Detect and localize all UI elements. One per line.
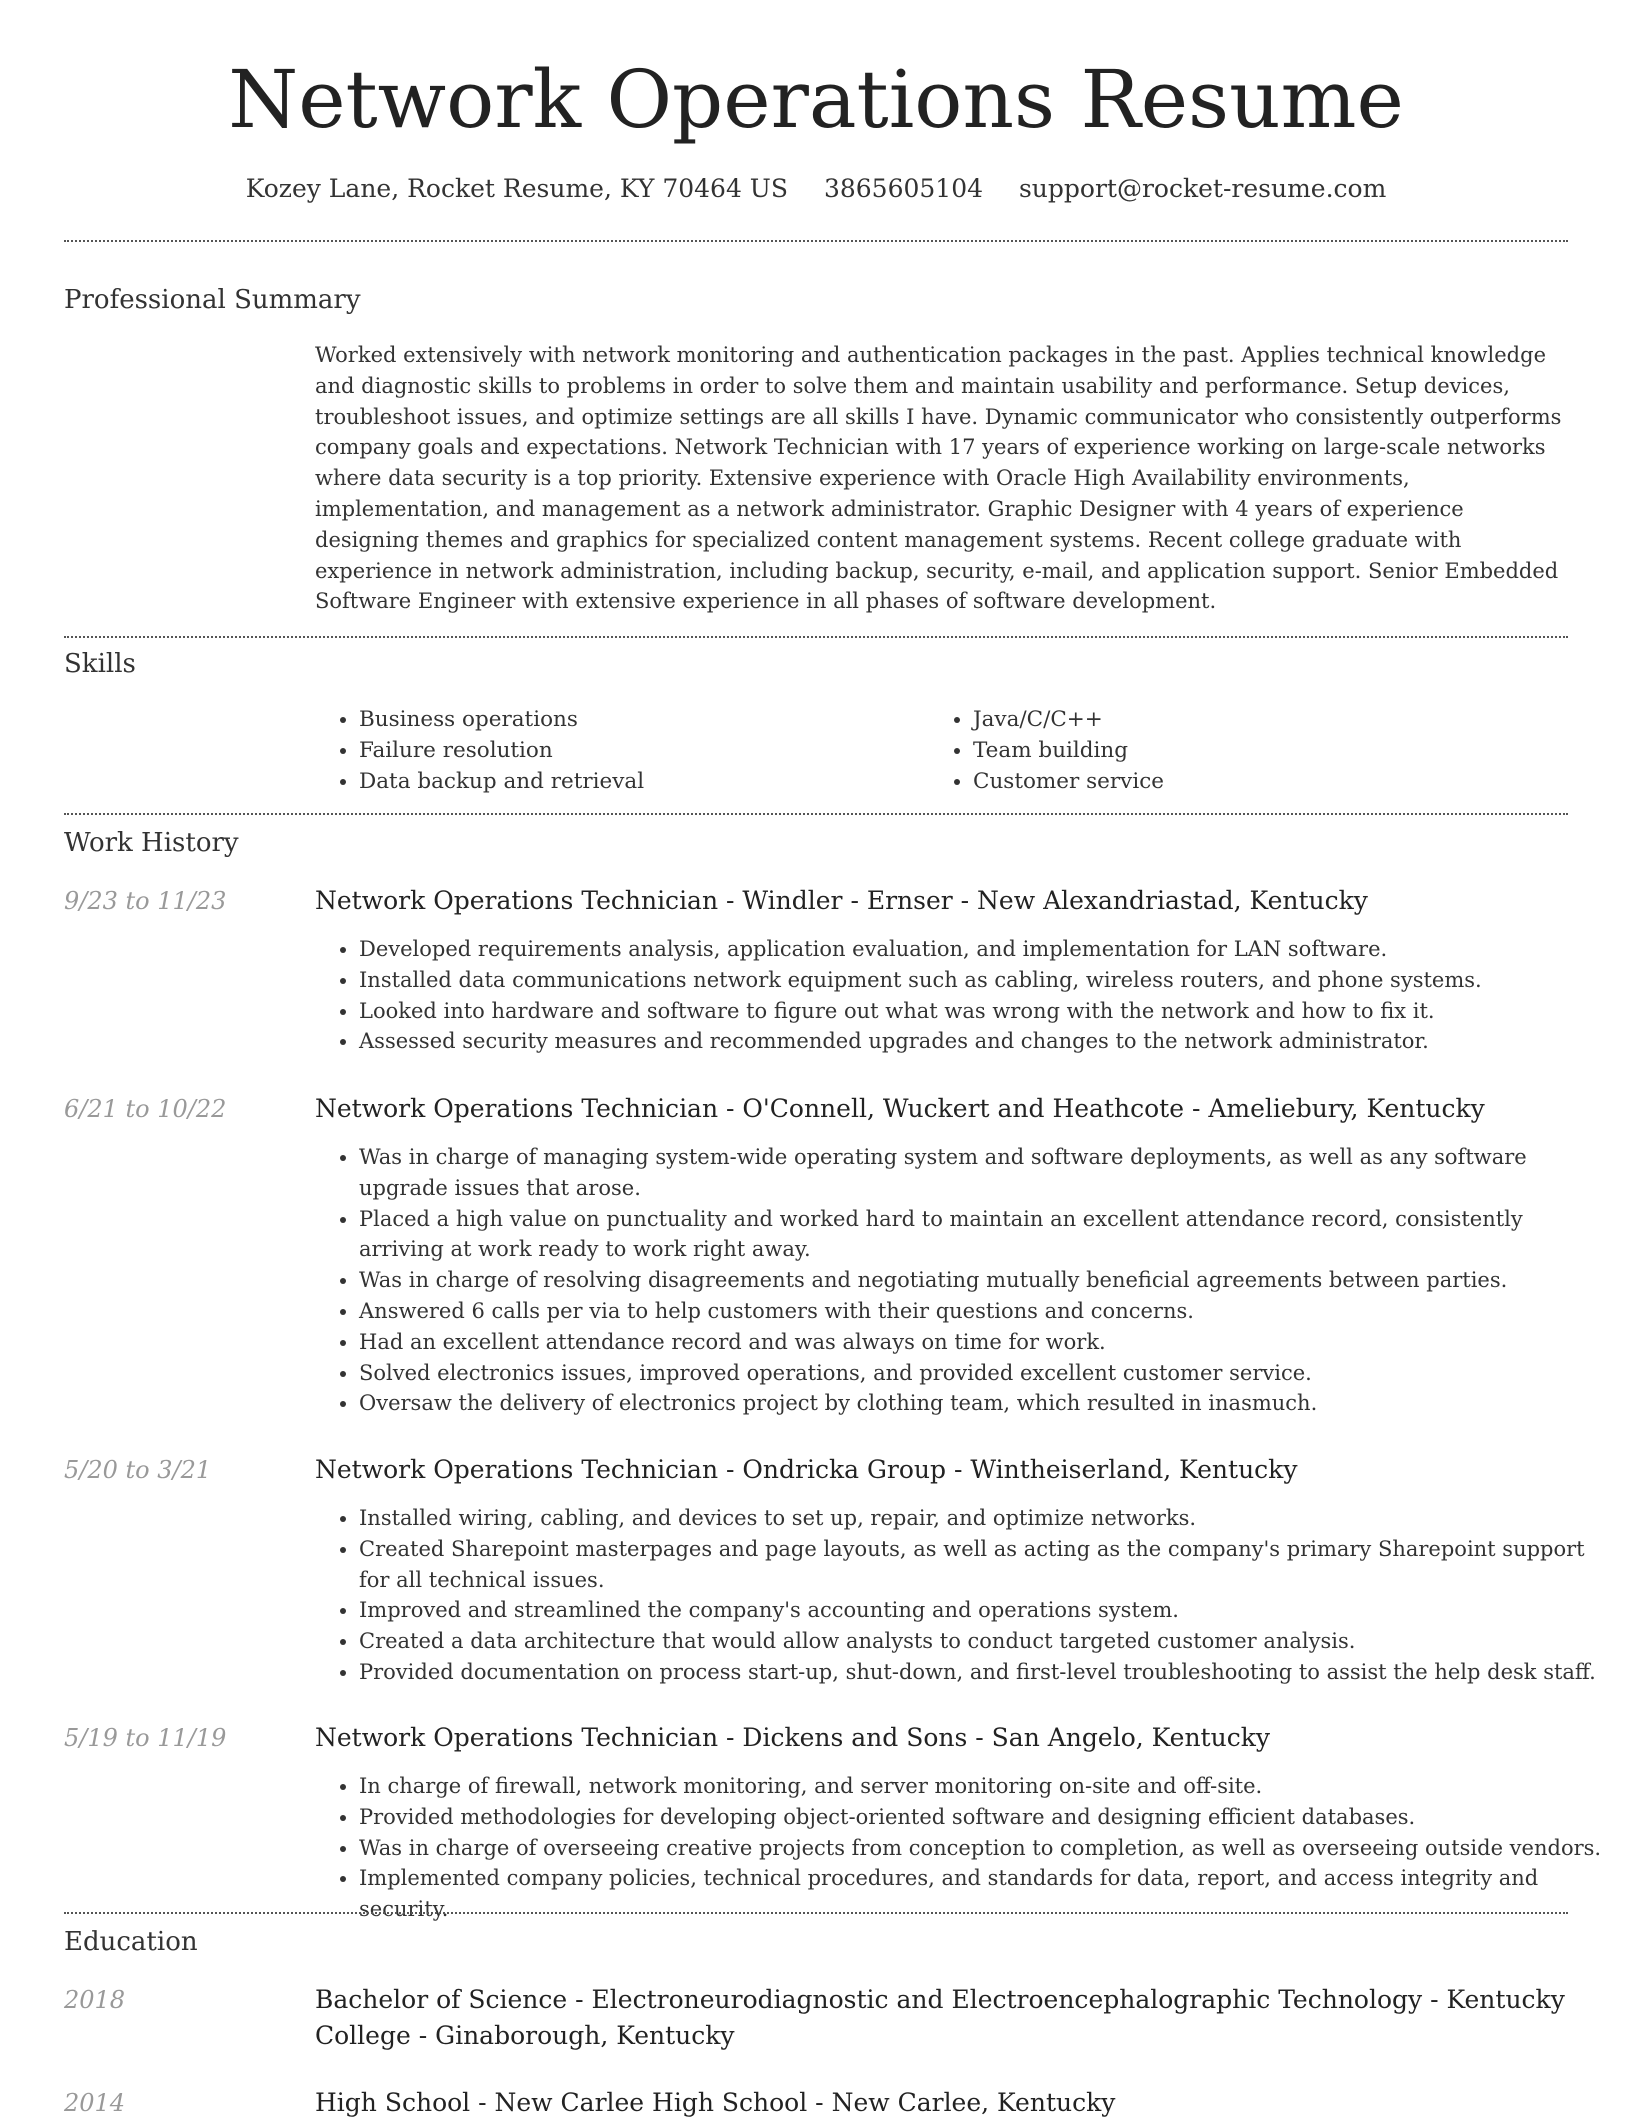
- resume-title: Network Operations Resume: [228, 53, 1404, 146]
- section-divider: [64, 240, 1568, 242]
- education-heading: Education: [64, 1927, 198, 1957]
- job-title: Network Operations Technician - Dickens and Sons - San Angelo, Kentucky: [315, 1723, 1270, 1752]
- job-bullets: [315, 1771, 1612, 1925]
- skills-heading: Skills: [64, 649, 136, 679]
- job-bullet: • Had an excellent attendance record and was always on time for work.: [359, 1327, 1612, 1358]
- job-bullet: • Was in charge of managing system-wide operating system and software deployments, as well as any software upgrade issues that arose.: [359, 1142, 1612, 1204]
- job-bullet: • Created Sharepoint masterpages and page layouts, as well as acting as the company's primary Sharepoint support for all technical issues.: [359, 1534, 1612, 1596]
- job-bullet: • Developed requirements analysis, application evaluation, and implementation for LAN software.: [359, 934, 1612, 965]
- education-year: 2014: [64, 2089, 126, 2117]
- job-bullets: [315, 1142, 1612, 1419]
- job-bullet: • Was in charge of resolving disagreements and negotiating mutually beneficial agreements between parties.: [359, 1265, 1612, 1296]
- education-title: Bachelor of Science - Electroneurodiagnostic and Electroencephalographic Technology - Kentucky College - Ginaborough, Kentucky: [315, 1985, 1565, 2050]
- job-bullet: • Assessed security measures and recommended upgrades and changes to the network administrator.: [359, 1026, 1612, 1057]
- contact-line: [0, 170, 1632, 208]
- job-bullet: • In charge of firewall, network monitoring, and server monitoring on-site and off-site.: [359, 1771, 1612, 1802]
- job-bullet: • Oversaw the delivery of electronics project by clothing team, which resulted in inasmuch.: [359, 1388, 1612, 1419]
- summary-text: Worked extensively with network monitoring and authentication packages in the past. Applies technical knowledge and diagnostic skills to problems in order to solve them and maintain usability and performance. Setup devices, troubleshoot issues, and optimize settings are all skills I have. Dynamic communicator who consistently outperforms company goals and expectations. Network Technician with 17 years of experience working on large-scale networks where data security is a top priority. Extensive experience with Oracle High Availability environments, implementation, and management as a network administrator. Graphic Designer with 4 years of experience designing themes and graphics for specialized content management systems. Recent college graduate with experience in network administration, including backup, security, e-mail, and application support. Senior Embedded Software Engineer with extensive experience in all phases of software development.: [315, 343, 1562, 614]
- skill-item: • Java/C/C++: [973, 704, 1573, 735]
- education-year: 2018: [64, 1986, 126, 2014]
- job-bullet: • Solved electronics issues, improved operations, and provided excellent customer service.: [359, 1358, 1612, 1389]
- skills-list-right: [929, 704, 1573, 797]
- contact-address: Kozey Lane, Rocket Resume, KY 70464 US: [245, 174, 788, 203]
- skill-item: • Data backup and retrieval: [359, 766, 919, 797]
- job-bullet: • Provided methodologies for developing object-oriented software and designing efficient databases.: [359, 1802, 1612, 1833]
- skill-item: • Customer service: [973, 766, 1573, 797]
- skill-item: • Business operations: [359, 704, 919, 735]
- job-bullet: • Provided documentation on process start-up, shut-down, and first-level troubleshooting to assist the help desk staff.: [359, 1657, 1612, 1688]
- job-dates: 9/23 to 11/23: [64, 887, 227, 915]
- education-title: High School - New Carlee High School - New Carlee, Kentucky: [315, 2088, 1116, 2117]
- skill-item: • Team building: [973, 735, 1573, 766]
- job-bullet: • Looked into hardware and software to figure out what was wrong with the network and how to fix it.: [359, 996, 1612, 1027]
- job-bullets: [315, 934, 1612, 1057]
- job-dates: 6/21 to 10/22: [64, 1095, 227, 1123]
- skill-item: • Failure resolution: [359, 735, 919, 766]
- job-bullet: • Was in charge of overseeing creative projects from conception to completion, as well as overseeing outside vendors.: [359, 1833, 1612, 1864]
- summary-heading: Professional Summary: [64, 285, 361, 315]
- job-bullet: • Improved and streamlined the company's accounting and operations system.: [359, 1595, 1612, 1626]
- job-bullet: • Installed wiring, cabling, and devices to set up, repair, and optimize networks.: [359, 1503, 1612, 1534]
- job-bullet: • Placed a high value on punctuality and worked hard to maintain an excellent attendance record, consistently arriving at work ready to work right away.: [359, 1204, 1612, 1266]
- skills-list-left: [315, 704, 919, 797]
- section-divider: [64, 1912, 1568, 1914]
- job-dates: 5/20 to 3/21: [64, 1456, 212, 1484]
- contact-phone: 3865605104: [823, 174, 984, 203]
- job-bullet: • Created a data architecture that would allow analysts to conduct targeted customer analysis.: [359, 1626, 1612, 1657]
- job-bullet: • Implemented company policies, technical procedures, and standards for data, report, and access integrity and security.: [359, 1863, 1612, 1925]
- contact-email: support@rocket-resume.com: [1018, 174, 1387, 203]
- job-bullet: • Installed data communications network equipment such as cabling, wireless routers, and phone systems.: [359, 965, 1612, 996]
- job-dates: 5/19 to 11/19: [64, 1724, 227, 1752]
- job-title: Network Operations Technician - O'Connell, Wuckert and Heathcote - Ameliebury, Kentucky: [315, 1094, 1485, 1123]
- work-heading: Work History: [64, 828, 239, 858]
- job-title: Network Operations Technician - Windler - Ernser - New Alexandriastad, Kentucky: [315, 886, 1368, 915]
- job-title: Network Operations Technician - Ondricka Group - Wintheiserland, Kentucky: [315, 1455, 1298, 1484]
- section-divider: [64, 636, 1568, 638]
- job-bullet: • Answered 6 calls per via to help customers with their questions and concerns.: [359, 1296, 1612, 1327]
- job-bullets: [315, 1503, 1612, 1688]
- section-divider: [64, 813, 1568, 815]
